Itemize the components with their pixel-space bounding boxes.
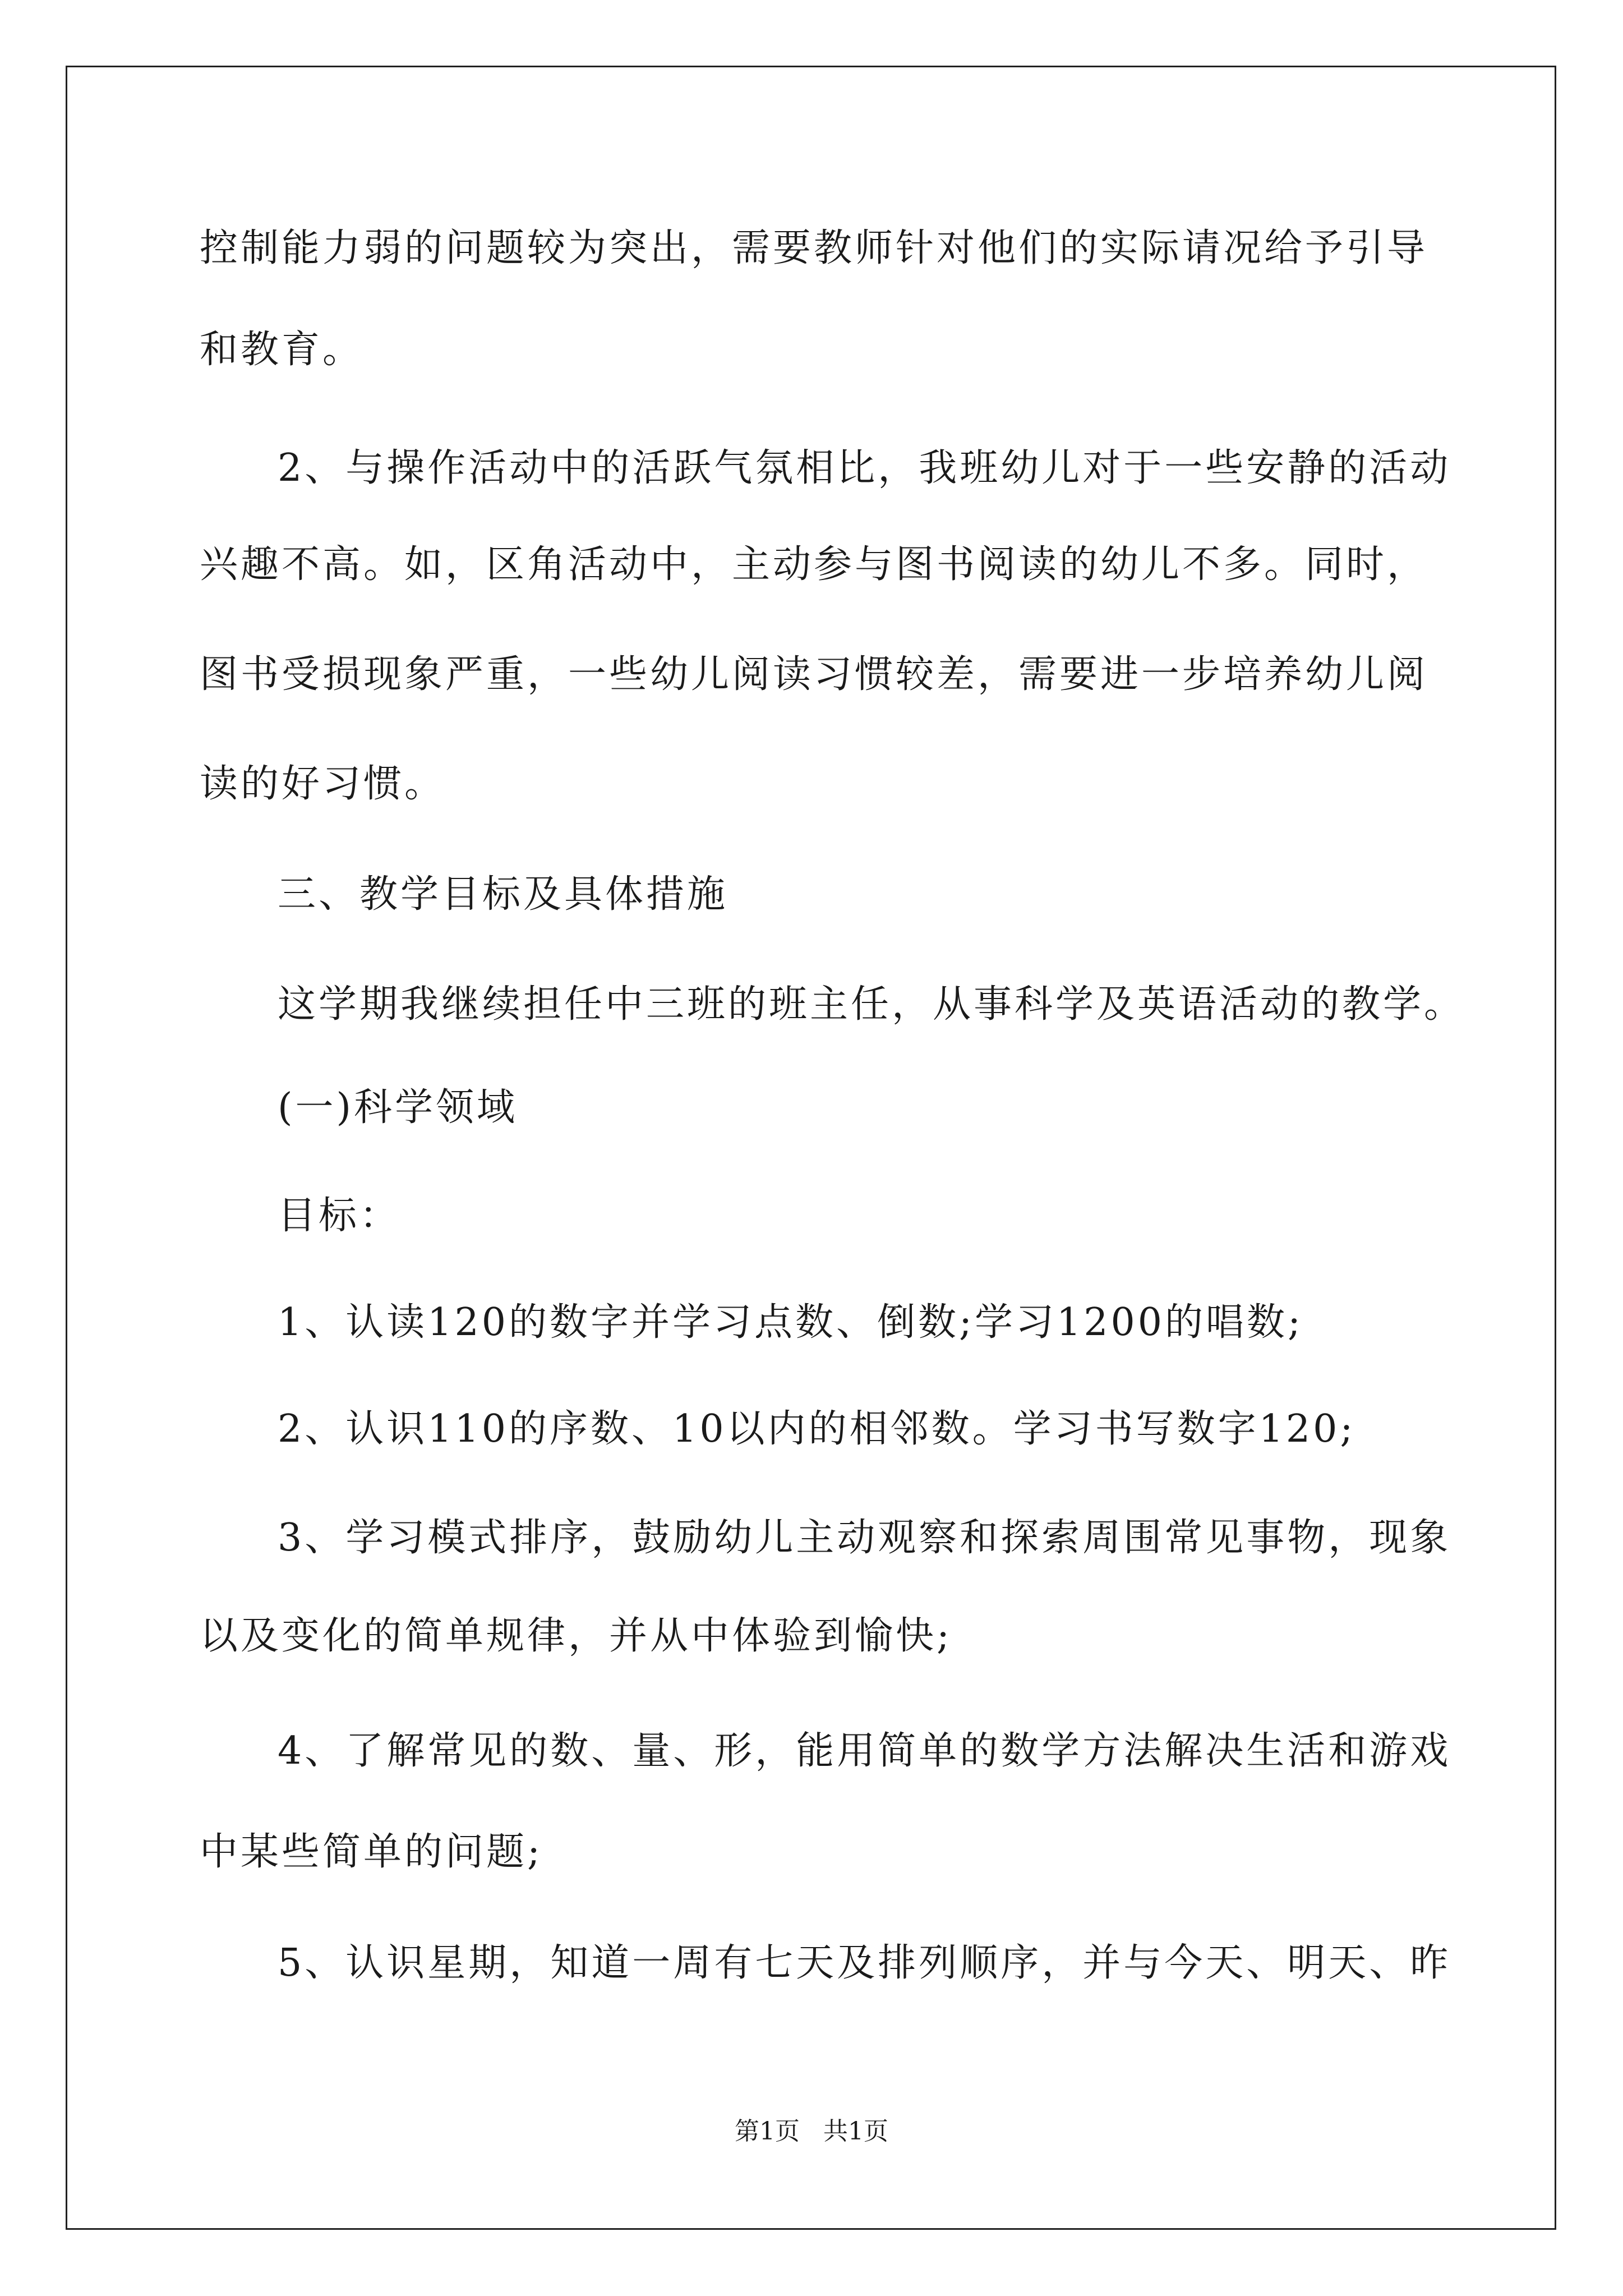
goal-item-4: 4、了解常见的数、量、形，能用简单的数学方法解决生活和游戏 (278, 1729, 1451, 1773)
text-line-2: 和教育。 (200, 328, 364, 372)
goal-item-4-cont: 中某些简单的问题; (200, 1830, 543, 1874)
text-line-4: 兴趣不高。如，区角活动中，主动参与图书阅读的幼儿不多。同时， (200, 542, 1428, 587)
goals-label: 目标： (278, 1194, 401, 1238)
text-line-3: 2、与操作活动中的活跃气氛相比，我班幼儿对于一些安静的活动 (278, 446, 1451, 490)
goal-item-1: 1、认读120的数字并学习点数、倒数;学习1200的唱数; (278, 1300, 1303, 1345)
page-frame (66, 66, 1556, 2230)
page-number: 第1页 共1页 (735, 2117, 888, 2146)
goal-item-2: 2、认识110的序数、10以内的相邻数。学习书写数字120; (278, 1407, 1356, 1451)
goal-item-3-cont: 以及变化的简单规律，并从中体验到愉快; (200, 1614, 952, 1658)
text-line-8: 这学期我继续担任中三班的班主任，从事科学及英语活动的教学。 (278, 982, 1465, 1027)
text-line-1: 控制能力弱的问题较为突出，需要教师针对他们的实际请况给予引导 (200, 226, 1428, 270)
goal-item-5: 5、认识星期，知道一周有七天及排列顺序，并与今天、明天、昨 (278, 1941, 1451, 1985)
subsection-heading: (一)科学领域 (278, 1085, 518, 1130)
text-line-6: 读的好习惯。 (200, 762, 446, 806)
section-heading: 三、教学目标及具体措施 (278, 872, 728, 917)
goal-item-3: 3、学习模式排序，鼓励幼儿主动观察和探索周围常见事物，现象 (278, 1516, 1451, 1560)
text-line-5: 图书受损现象严重，一些幼儿阅读习惯较差，需要进一步培养幼儿阅 (200, 652, 1428, 697)
